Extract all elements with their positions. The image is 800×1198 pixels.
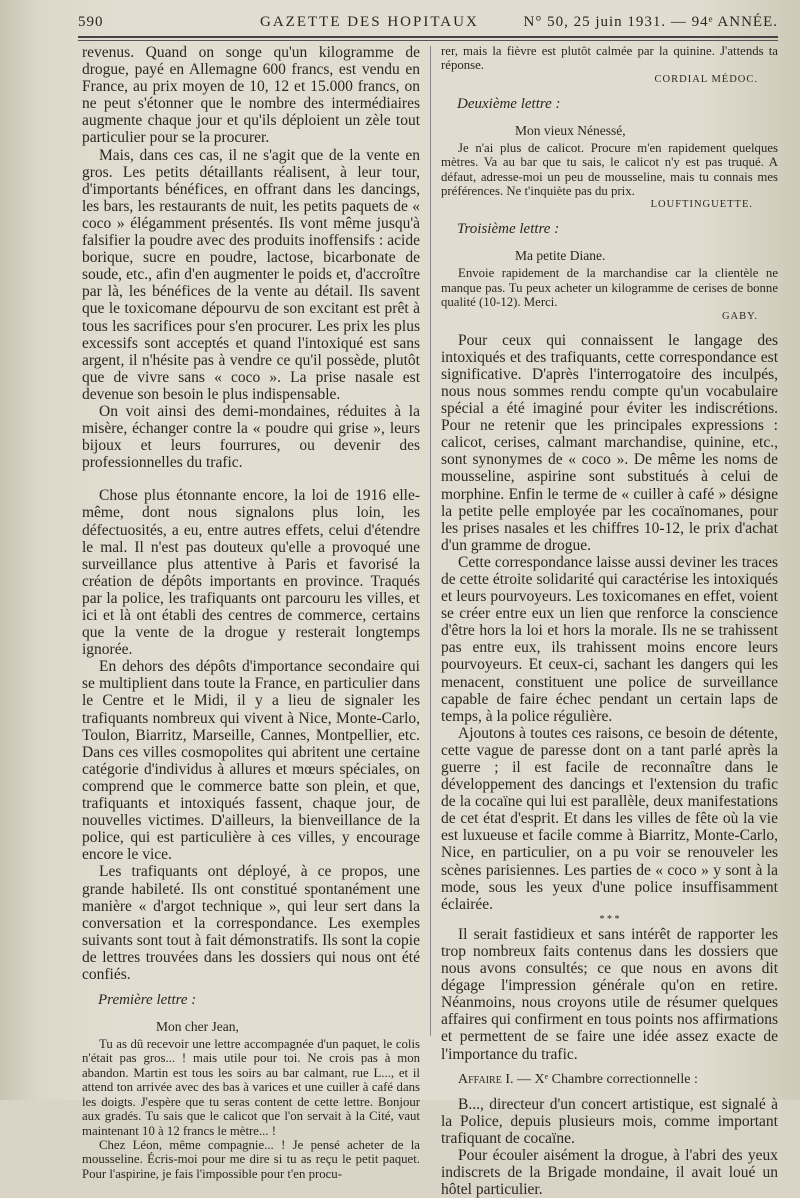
letter-heading: Première lettre : — [98, 992, 197, 1009]
section-stars: * * * — [599, 913, 620, 925]
letter-signature: GABY. — [721, 310, 758, 322]
spacer — [441, 1088, 778, 1096]
case-title: — Xᵉ Chambre correctionnelle : — [513, 1071, 698, 1087]
letter-heading: Deuxième lettre : — [457, 95, 561, 112]
page-number: 590 — [78, 14, 104, 30]
header-rule-thin — [78, 40, 778, 41]
letter-salutation: Mon vieux Nénessé, — [515, 122, 626, 138]
paragraph: En dehors des dépôts d'importance secondaire qui se multiplient dans toute la France, en particulier dans le Centre et le Midi, il y a lieu de signaler les trafiquants nombreux qui vivent à Nice, Monte-Carlo, Toulon, Biarritz, Marseille, Cannes, Montpellier, etc. Dans ces villes cosmopolites qui abritent une certaine catégorie d'individus à allures et mœurs spéciales, on comprend que le commerce batte son plein, et que, trafiquants et intoxiqués fassent, chaque jour, de nouvelles victimes. D'ailleurs, la bienveillance de la police, qui est particulière à ces villes, y encourage encore le vice. — [82, 658, 420, 864]
paragraph: B..., directeur d'un concert artistique, est signalé à la Police, depuis plusieurs mois, comme important trafiquant de cocaïne. — [441, 1095, 778, 1147]
letter-salutation: Mon cher Jean, — [156, 1019, 239, 1035]
letter-paragraph: Tu as dû recevoir une lettre accompagnée d'un paquet, le colis n'était pas gros... ! mais utile pour toi. Ne crois pas à mon abandon. Martin est tous les soirs au bar calmant, rue L..., et il attend ton arrivée avec des bas à varices et une cuiller à café dans les doigts. J'espère que tu seras content de cette lettre. Bonjour aux gradés. Tu sais que le calicot que l'on servait à la Cité, vaut maintenant 10 à 12 francs le mètre... ! — [82, 1037, 420, 1138]
paragraph: Les trafiquants ont déployé, à ce propos, une grande habileté. Ils ont constitué spontanément une manière « d'argot technique », qui leur sert dans la conversation et la correspondance. Les exemples suivants sont tout à fait démonstratifs. Ils sont la copie de lettres trouvées dans les dossiers qui nous ont été confiés. — [82, 863, 420, 983]
case-heading — [441, 1071, 778, 1088]
journal-title: GAZETTE DES HOPITAUX — [260, 14, 479, 30]
paragraph: Il serait fastidieux et sans intérêt de rapporter les trop nombreux faits contenus dans les dossiers que nous avons consultés; ce que nous en avons dit dégage l'impression générale qu'on en retire. Néanmoins, nous croyons utile de résumer quelques affaires qui confirment en tous points nos affirmations et permettent de se faire une idée assez exacte de l'importance du trafic. — [441, 925, 778, 1063]
spacer — [441, 113, 778, 121]
letter-paragraph: Envoie rapidement de la marchandise car la clientèle ne manque pas. Tu peux acheter un kilogramme de cerises de bonne qualité (10-12). Merci. — [441, 266, 778, 310]
paragraph: Pour écouler aisément la drogue, à l'abri des yeux indiscrets de la Brigade mondaine, il avait loué un hôtel particulier. — [441, 1146, 778, 1198]
header-rule — [78, 36, 778, 38]
page-header — [78, 8, 778, 34]
letter-salutation: Ma petite Diane. — [515, 248, 606, 264]
letter-paragraph: Je n'ai plus de calicot. Procure m'en rapidement quelques mètres. Va au bar que tu sais, le calicot n'y est pas truqué. A défaut, adresse-moi un peu de mousseline, mais tu connais mes préférences. Ne t'inquiète pas du prix. — [441, 140, 778, 199]
letter-paragraph: Chez Léon, même compagnie... ! Je pensé acheter de la mousseline. Écris-moi pour me dire si tu as reçu le petit paquet. Pour l'aspirine, je fais l'impossible pour t'en procu- — [82, 1137, 420, 1181]
spacer — [441, 238, 778, 246]
spacer — [82, 983, 420, 991]
letter-paragraph: rer, mais la fièvre est plutôt calmée par la quinine. J'attends ta réponse. — [441, 44, 778, 73]
right-column — [441, 44, 778, 1198]
column-separator — [430, 46, 431, 1036]
spacer — [441, 212, 778, 220]
issue-info: N° 50, 25 juin 1931. — 94ᵉ ANNÉE. — [523, 14, 778, 30]
paragraph: Cette correspondance laisse aussi deviner les traces de cette étroite solidarité qui caractérise les intoxiqués et leurs pourvoyeurs. Les toxicomanes en effet, voient se créer entre eux un lien que renforce la conscience d'être hors la loi et hors la morale. Ils ne se trahissent pas entre eux, ils trahissent moins encore leurs pourvoyeurs. Et ceux-ci, sachant les dangers qui les menacent, constituent une police de surveillance capable de faire échec pendant un certain laps de temps, à la police régulière. — [441, 553, 778, 725]
spacer — [441, 324, 778, 332]
paragraph: Mais, dans ces cas, il ne s'agit que de la vente en gros. Les petits détaillants réalisent, à leur tour, d'importants bénéfices, en offrant dans les dancings, les bars, les restaurants de nuit, les petits paquets de « coco » élégamment présentés. Ils vont même jusqu'à falsifier la poudre avec des produits inoffensifs : acide borique, sucre en poudre, lactose, bicarbonate de soude, etc., afin d'en augmenter le poids et, d'accroître par là, les bénéfices de la vente au détail. Ils savent que le toxicomane dépourvu de son excitant est prêt à tous les sacrifices pour s'en procurer. Les prix les plus excessifs sont acceptés et quand l'intoxiqué est sans argent, il n'hésite pas à vendre ce qu'il possède, plutôt que de vivre sans « coco ». La prise nasale est devenue son besoin le plus indispensable. — [82, 146, 420, 403]
left-column — [82, 44, 420, 1181]
paragraph: revenus. Quand on songe qu'un kilogramme de drogue, payé en Allemagne 600 francs, est vendu en France, au prix moyen de 10, 12 et 15.000 francs, on ne peut s'étonner que le nombre des intermédiaires augmente chaque jour et qu'ils déploient un zèle tout particulier pour se la procurer. — [82, 44, 420, 147]
paragraph: Chose plus étonnante encore, la loi de 1916 elle-même, dont nous signalons plus loin, les défectuosités, a eu, entre autres effets, celui d'étendre le mal. Il n'est pas douteux qu'elle a provoqué une surveillance plus attentive à Paris et favorisé la création de dépôts importants en province. Traqués par la police, les trafiquants ont parcouru les villes, et ici et là ont établi des centres de commerce, certains que la vente de la drogue y resterait longtemps ignorée. — [82, 487, 420, 659]
spacer — [82, 1009, 420, 1017]
paragraph: On voit ainsi des demi-mondaines, réduites à la misère, échanger contre la « poudre qui grise », leurs bijoux et leurs fourrures, ou devenir des professionnelles du trafic. — [82, 402, 420, 472]
spacer — [441, 1063, 778, 1071]
letter-signature: LOUFTINGUETTE. — [650, 199, 753, 211]
spacer — [82, 471, 420, 487]
letter-signature: CORDIAL MÉDOC. — [654, 73, 758, 85]
case-label: Affaire I. — [458, 1071, 514, 1087]
paragraph: Ajoutons à toutes ces raisons, ce besoin de détente, cette vague de paresse dont on a tant parlé après la guerre ; il est facile de reconnaître dans le développement des dancings et l'extension du trafic de la cocaïne qui lui est parallèle, deux manifestations de cet état d'esprit. Et dans les villes de fête où la vie est luxueuse et facile comme à Biarritz, Monte-Carlo, Nice, en particulier, on a pu voir se renouveler les scènes parisiennes. Les parties de « coco » y sont à la mode, sous les yeux d'une police insuffisamment éclairée. — [441, 724, 778, 913]
letter-heading: Troisième lettre : — [457, 221, 560, 238]
spacer — [441, 87, 778, 95]
paragraph: Pour ceux qui connaissent le langage des intoxiqués et des trafiquants, cette correspondance est significative. D'après l'interrogatoire des inculpés, nous nous sommes rendu compte qu'un vocabulaire spécial a été imaginé pour éviter les indiscrétions. Pour ne retenir que les principales expressions : calicot, cerises, calmant marchandise, quinine, etc., sont synonymes de « coco ». De même les noms de mousseline, aspirine sont substitués à celui de morphine. Enfin le terme de « cuiller à café » désigne la petite pelle employée par les cocaïnomanes, pour les prises nasales et les chiffres 10-12, le prix d'achat d'un gramme de drogue. — [441, 331, 778, 554]
